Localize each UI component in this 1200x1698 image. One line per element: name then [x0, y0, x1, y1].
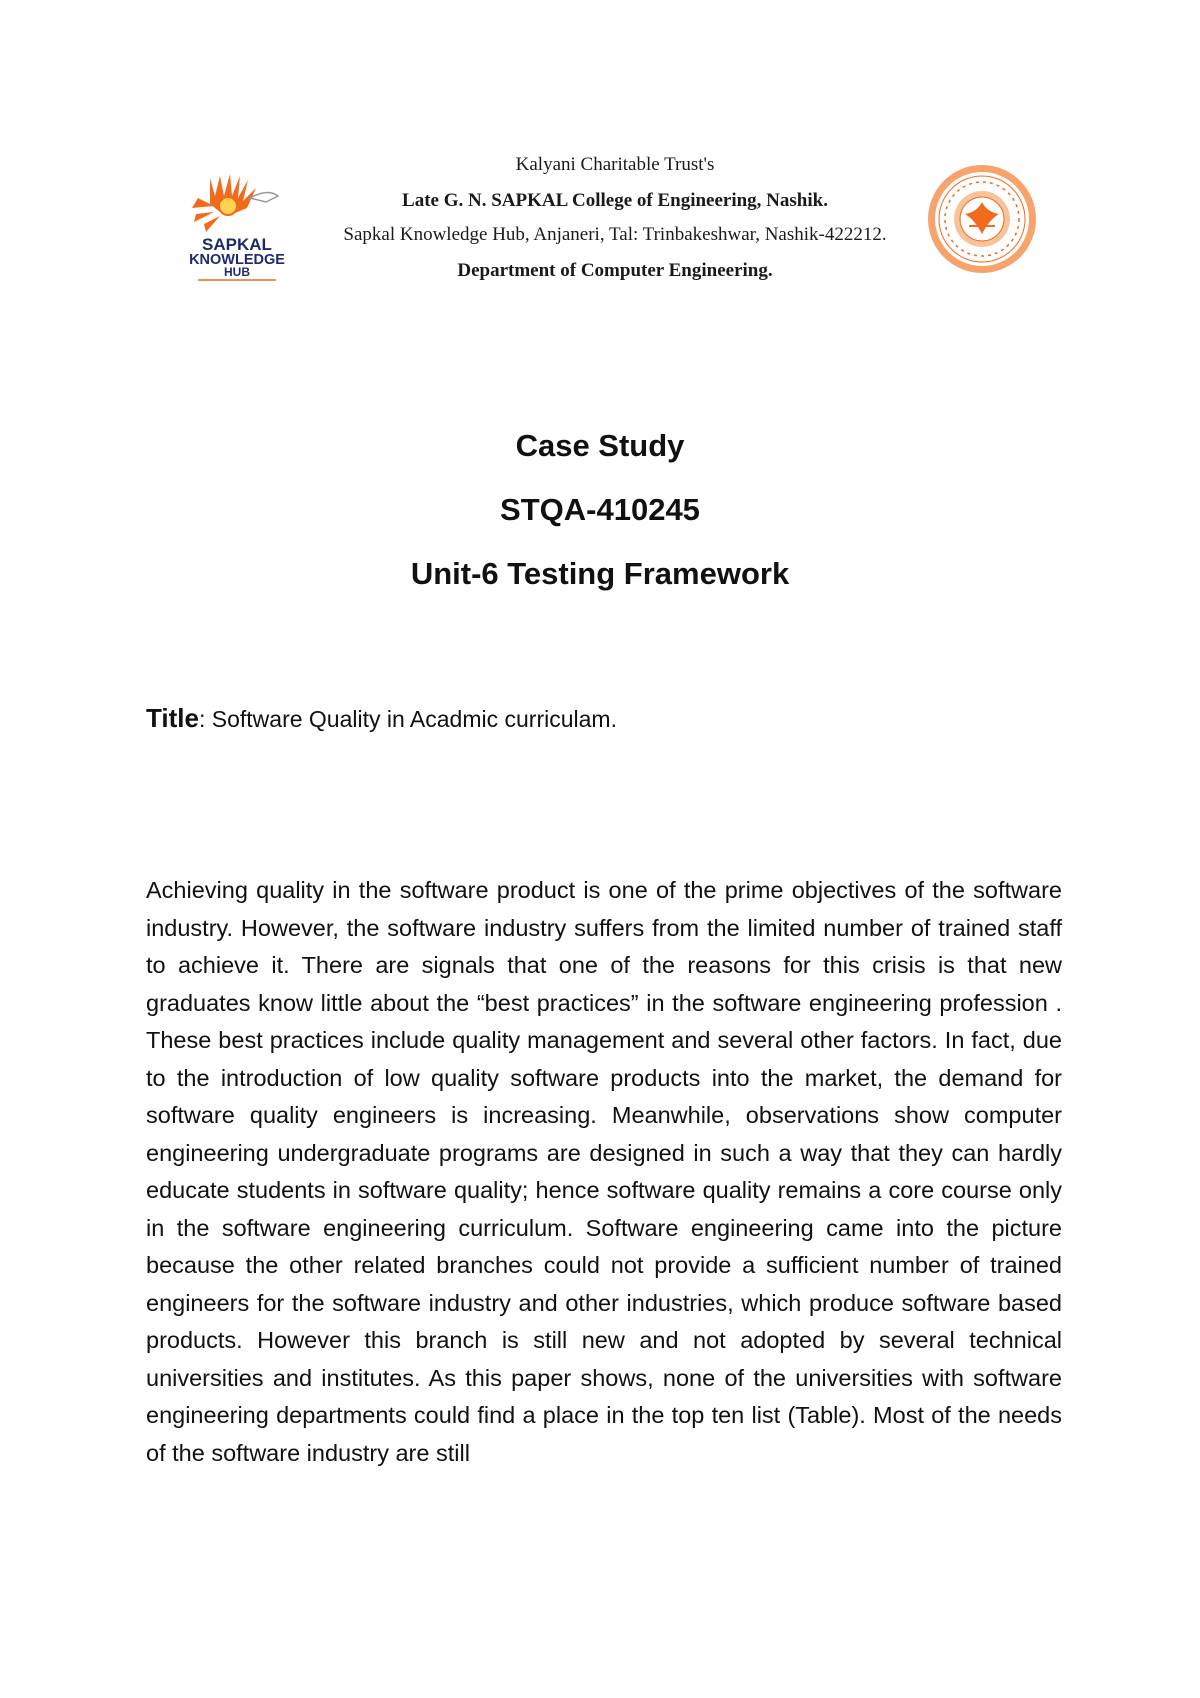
sapkal-knowledge-hub-logo-icon	[170, 168, 305, 283]
logo-text-sapkal: SAPKAL	[202, 235, 272, 254]
title-label: Title	[146, 703, 199, 733]
heading-course-code: STQA-410245	[500, 492, 700, 527]
college-seal-icon	[925, 162, 1040, 277]
logo-text-hub: HUB	[224, 265, 250, 279]
title-text: : Software Quality in Acadmic curriculam.	[198, 706, 617, 732]
letterhead	[170, 150, 1040, 310]
logo-text-knowledge: KNOWLEDGE	[189, 252, 285, 268]
heading-case-study: Case Study	[515, 428, 685, 463]
document-headings	[0, 430, 1200, 589]
letterhead-text	[305, 150, 925, 282]
college-address: Sapkal Knowledge Hub, Anjaneri, Tal: Trinbakeshwar, Nashik-422212.	[343, 224, 887, 245]
document-title	[146, 703, 617, 734]
body-paragraph: Achieving quality in the software product is one of the prime objectives of the software industry. However, the software industry suffers from the limited number of trained staff to achieve it. There are signals that one of the reasons for this crisis is that new graduates know little about the “best practices” in the software engineering profession . These best practices include quality management and several other factors. In fact, due to the introduction of low quality software products into the market, the demand for software quality engineers is increasing. Meanwhile, observations show computer engineering undergraduate programs are designed in such a way that they can hardly educate students in software quality; hence software quality remains a core course only in the software engineering curriculum. Software engineering came into the picture because the other related branches could not provide a sufficient number of trained engineers for the software industry and other industries, which produce software based products. However this branch is still new and not adopted by several technical universities and institutes. As this paper shows, none of the universities with software engineering departments could find a place in the top ten list (Table). Most of the needs of the software industry are still	[146, 877, 1062, 1466]
heading-unit: Unit-6 Testing Framework	[410, 556, 790, 591]
college-name: Late G. N. SAPKAL College of Engineering, Nashik.	[402, 190, 828, 211]
department-name: Department of Computer Engineering.	[457, 260, 773, 281]
trust-name: Kalyani Charitable Trust's	[515, 154, 715, 175]
